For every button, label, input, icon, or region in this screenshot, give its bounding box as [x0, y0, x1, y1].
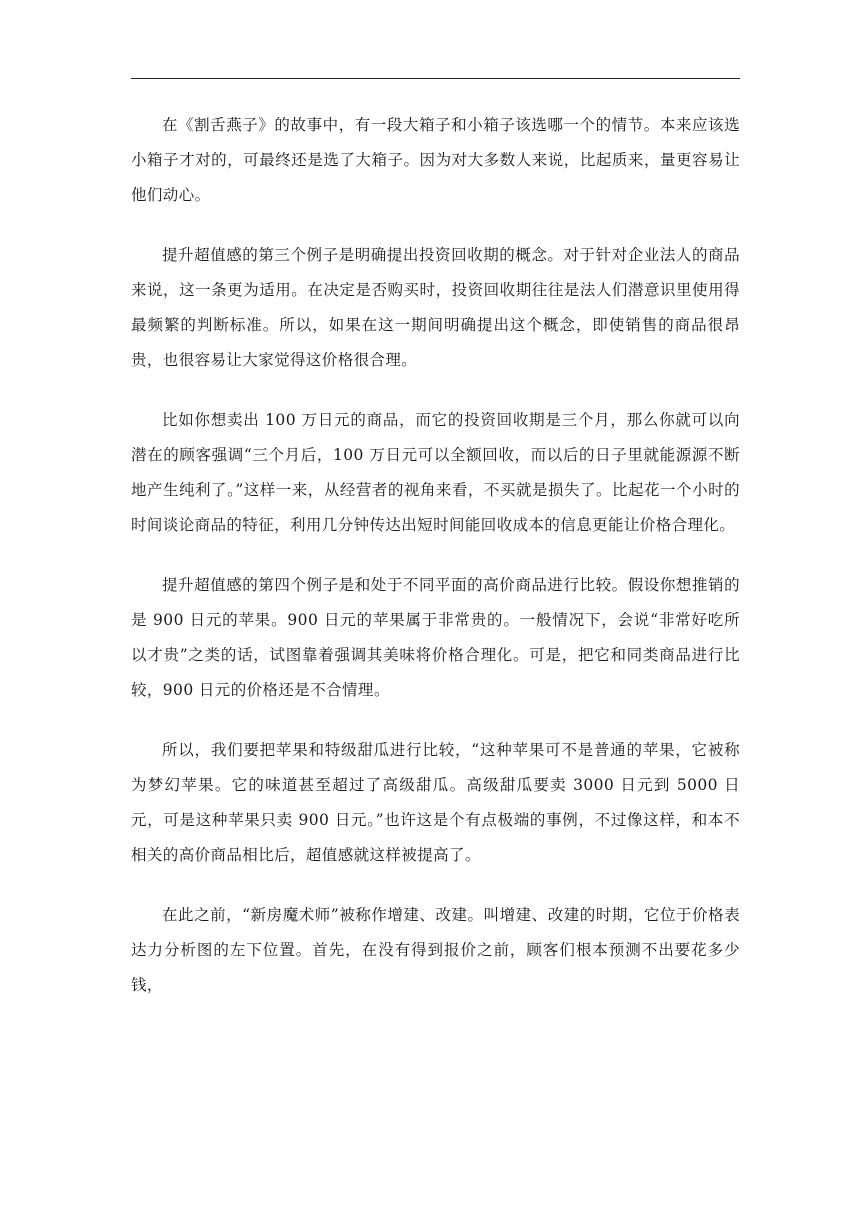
body-text: [131, 108, 740, 1028]
paragraph-1: 在《割舌燕子》的故事中，有一段大箱子和小箱子该选哪一个的情节。本来应该选小箱子才对的，可最终还是选了大箱子。因为对大多数人来说，比起质来，量更容易让他们动心。: [131, 116, 740, 204]
paragraph-4: 提升超值感的第四个例子是和处于不同平面的高价商品进行比较。假设你想推销的是 900 日元的苹果。900 日元的苹果属于非常贵的。一般情况下，会说“非常好吃所以才贵”之类的话，试图靠着强调其美味将价格合理化。可是，把它和同类商品进行比较，900 日元的价格还是不合情理。: [131, 576, 740, 699]
paragraph-3: 比如你想卖出 100 万日元的商品，而它的投资回收期是三个月，那么你就可以向潜在的顾客强调“三个月后，100 万日元可以全额回收，而以后的日子里就能源源不断地产生纯利了。”这样一来，从经营者的视角来看，不买就是损失了。比起花一个小时的时间谈论商品的特征，利用几分钟传达出短时间能回收成本的信息更能让价格合理化。: [131, 411, 740, 534]
paragraph-6: 在此之前，“新房魔术师”被称作增建、改建。叫增建、改建的时期，它位于价格表达力分析图的左下位置。首先，在没有得到报价之前，顾客们根本预测不出要花多少钱，: [131, 906, 740, 994]
paragraph-5: 所以，我们要把苹果和特级甜瓜进行比较，“这种苹果可不是普通的苹果，它被称为梦幻苹果。它的味道甚至超过了高级甜瓜。高级甜瓜要卖 3000 日元到 5000 日元，可是这种苹果只卖 900 日元。”也许这是个有点极端的事例，不过像这样，和本不相关的高价商品相比后，超值感就这样被提高了。: [131, 741, 740, 864]
paragraph-2: 提升超值感的第三个例子是明确提出投资回收期的概念。对于针对企业法人的商品来说，这一条更为适用。在决定是否购买时，投资回收期往往是法人们潜意识里使用得最频繁的判断标准。所以，如果在这一期间明确提出这个概念，即使销售的商品很昂贵，也很容易让大家觉得这价格很合理。: [131, 246, 740, 369]
header-rule: [131, 78, 740, 79]
